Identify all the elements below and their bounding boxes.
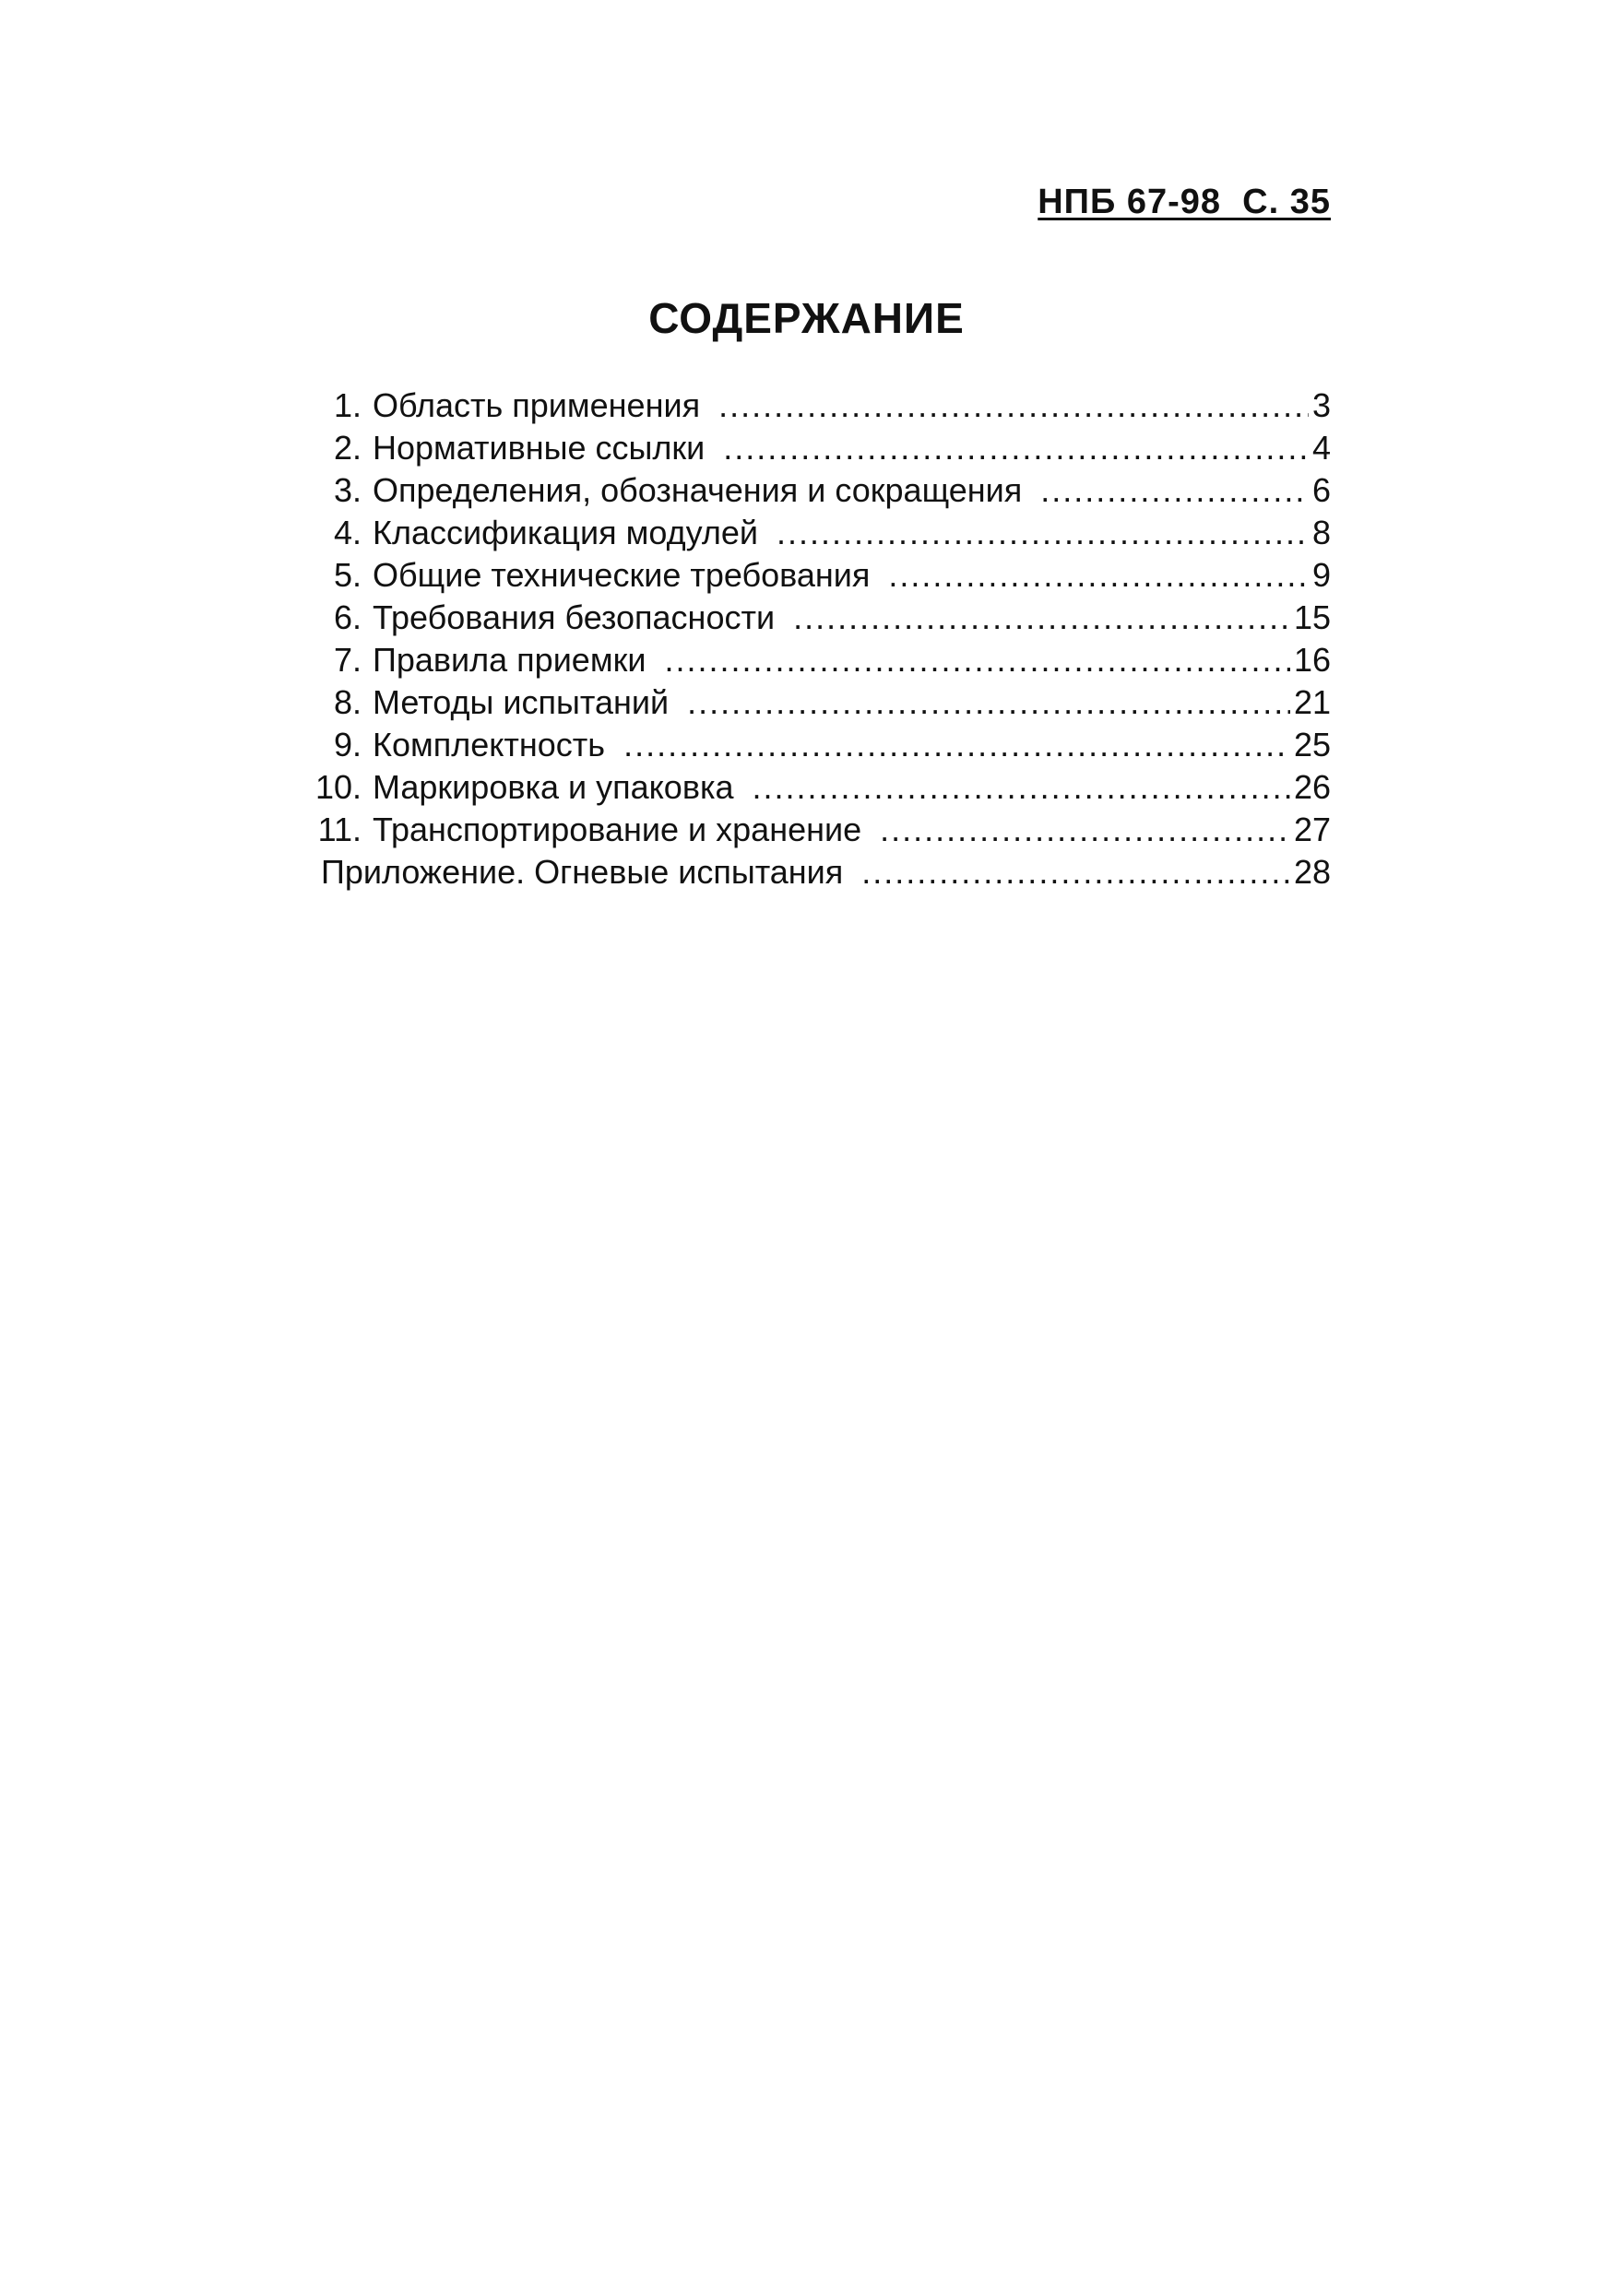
toc-dot-leader [793,597,1290,639]
toc-dot-leader [888,554,1309,597]
toc-appendix-page: 28 [1293,853,1331,891]
toc-entry-number: 11. [317,811,362,848]
toc-entry-number: 2. [333,429,362,467]
toc-entry [304,681,1331,724]
toc-dot-leader [664,639,1290,681]
toc-title: СОДЕРЖАНИЕ [648,294,965,342]
toc-entry-title: Требования безопасности [373,598,776,636]
toc-entry [304,724,1331,766]
toc-dot-leader [1040,469,1309,512]
toc-entry [304,469,1331,512]
toc-entry-page: 21 [1293,683,1331,721]
toc-dot-leader [623,724,1290,766]
toc-entry-appendix [304,851,1331,894]
toc-entry-page: 3 [1311,386,1331,424]
toc-entry-page: 8 [1311,514,1331,551]
toc-entry-title: Правила приемки [373,641,646,679]
toc-entry-page: 26 [1293,768,1331,806]
toc-dot-leader [880,809,1290,851]
toc-entry-number: 5. [333,556,362,594]
toc-entry [304,427,1331,469]
toc-entry-title: Определения, обозначения и сокращения [373,471,1023,509]
toc-entry-title: Классификация модулей [373,514,758,551]
toc-entry-title: Маркировка и упаковка [373,768,734,806]
toc-entry-number: 10. [314,768,362,806]
toc-dot-leader [687,681,1290,724]
toc-entry [304,554,1331,597]
toc-entry-number: 4. [333,514,362,551]
toc-dot-leader [723,427,1309,469]
toc-entry [304,639,1331,681]
toc-entry-page: 9 [1311,556,1331,594]
toc-entry-number: 1. [333,386,362,424]
toc-appendix-title: Приложение. Огневые испытания [321,853,844,891]
toc-entry-title: Транспортирование и хранение [373,811,862,848]
toc-entry-page: 6 [1311,471,1331,509]
toc-dot-leader [718,385,1309,427]
toc-entry-number: 7. [333,641,362,679]
page-header-doc-ref: НПБ 67-98 С. 35 [1038,183,1331,221]
toc-entry-number: 9. [333,726,362,763]
toc-dot-leader [777,512,1309,554]
toc-entry-page: 16 [1293,641,1331,679]
toc-entry-title: Область применения [373,386,701,424]
toc-entry [304,385,1331,427]
toc-entry-number: 8. [333,683,362,721]
toc-entry-page: 25 [1293,726,1331,763]
toc-entry [304,809,1331,851]
toc-entry-title: Методы испытаний [373,683,670,721]
toc-entry-number: 3. [333,471,362,509]
toc-list [304,385,1331,894]
toc-entry-page: 15 [1293,598,1331,636]
toc-entry-title: Общие технические требования [373,556,871,594]
toc-entry [304,766,1331,809]
toc-dot-leader [861,851,1290,894]
toc-entry-page: 27 [1293,811,1331,848]
toc-entry [304,512,1331,554]
toc-entry-title: Нормативные ссылки [373,429,706,467]
toc-entry-title: Комплектность [373,726,606,763]
toc-entry-page: 4 [1311,429,1331,467]
toc-entry [304,597,1331,639]
toc-entry-number: 6. [333,598,362,636]
toc-dot-leader [753,766,1290,809]
